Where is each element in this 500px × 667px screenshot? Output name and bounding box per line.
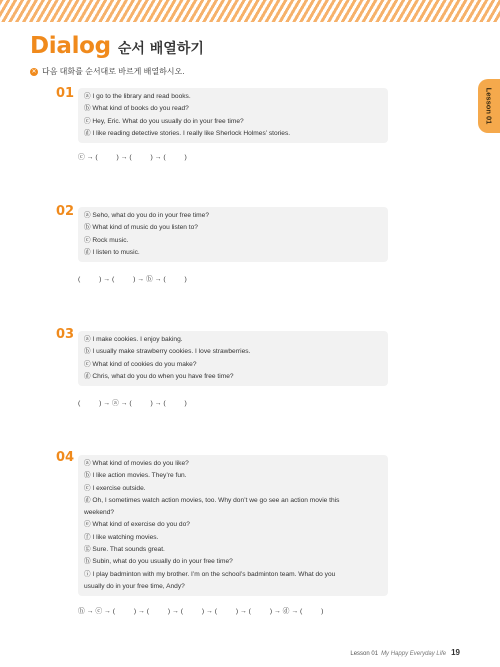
footer-subtitle: My Happy Everyday Life — [381, 651, 447, 657]
dialog-line: ⓑ I like action movies. They’re fun. — [84, 472, 187, 480]
dialog-line: ⓒ I exercise outside. — [84, 484, 146, 492]
dialog-box — [78, 331, 388, 386]
question-number: 02 — [56, 204, 75, 219]
dialog-line: ⓘ I play badminton with my brother. I’m on the school’s badminton team. What do you — [84, 570, 336, 578]
dialog-line: ⓔ What kind of exercise do you do? — [84, 521, 190, 529]
answer-sequence[interactable]: ( ) → ⓐ → ( ) → ( ) — [78, 400, 187, 407]
question-number: 03 — [56, 327, 75, 342]
dialog-line: ⓑ What kind of books do you read? — [84, 105, 189, 113]
page-title — [30, 33, 204, 59]
question-number: 04 — [56, 450, 75, 465]
dialog-line: usually do in your free time, Andy? — [84, 582, 185, 590]
question-number: 01 — [56, 86, 75, 101]
dialog-box — [78, 455, 388, 596]
instruction — [30, 66, 185, 77]
title-main: Dialog — [30, 33, 111, 59]
page-number: 19 — [451, 648, 460, 657]
dialog-line: weekend? — [84, 509, 115, 517]
answer-sequence[interactable]: ( ) → ( ) → ⓑ → ( ) — [78, 276, 187, 283]
page-footer — [350, 648, 460, 657]
dialog-line: ⓗ Subin, what do you usually do in your free time? — [84, 558, 233, 566]
top-decorative-stripe — [0, 0, 500, 22]
dialog-line: ⓖ Sure. That sounds great. — [84, 546, 165, 554]
dialog-line: ⓒ Hey, Eric. What do you usually do in your free time? — [84, 117, 244, 125]
dialog-line: ⓒ What kind of cookies do you make? — [84, 360, 197, 368]
dialog-line: ⓓ Chris, what do you do when you have free time? — [84, 372, 234, 380]
side-tab-label: Lesson 01 — [484, 87, 494, 125]
instruction-text: 다음 대화를 순서대로 바르게 배열하시오. — [42, 67, 185, 76]
title-sub: 순서 배열하기 — [117, 41, 204, 57]
dialog-line: ⓐ I make cookies. I enjoy baking. — [84, 336, 183, 343]
dialog-line: ⓑ I usually make strawberry cookies. I love strawberries. — [84, 348, 251, 356]
lesson-side-tab[interactable] — [478, 79, 500, 133]
dialog-line: ⓕ I like watching movies. — [84, 533, 159, 541]
footer-lesson: Lesson 01 — [350, 651, 379, 657]
dialog-line: ⓐ What kind of movies do you like? — [84, 460, 189, 467]
dialog-line: ⓑ What kind of music do you listen to? — [84, 224, 198, 232]
dialog-line: ⓐ Seho, what do you do in your free time? — [84, 212, 209, 219]
answer-sequence[interactable]: ⓒ → ( ) → ( ) → ( ) — [78, 154, 187, 161]
dialog-box — [78, 88, 388, 143]
dialog-line: ⓓ I listen to music. — [84, 248, 140, 256]
dialog-line: ⓓ I like reading detective stories. I really like Sherlock Holmes’ stories. — [84, 129, 291, 137]
x-circle-icon: ✕ — [31, 68, 37, 75]
dialog-line: ⓒ Rock music. — [84, 236, 129, 244]
answer-sequence[interactable]: ⓗ → ⓒ → ( ) → ( ) → ( ) → ( ) → ( ) → ⓓ → ( ) — [78, 608, 324, 615]
dialog-line: ⓐ I go to the library and read books. — [84, 93, 191, 100]
dialog-line: ⓓ Oh, I sometimes watch action movies, too. Why don’t we go see an action movie this — [84, 496, 340, 504]
dialog-box — [78, 207, 388, 262]
